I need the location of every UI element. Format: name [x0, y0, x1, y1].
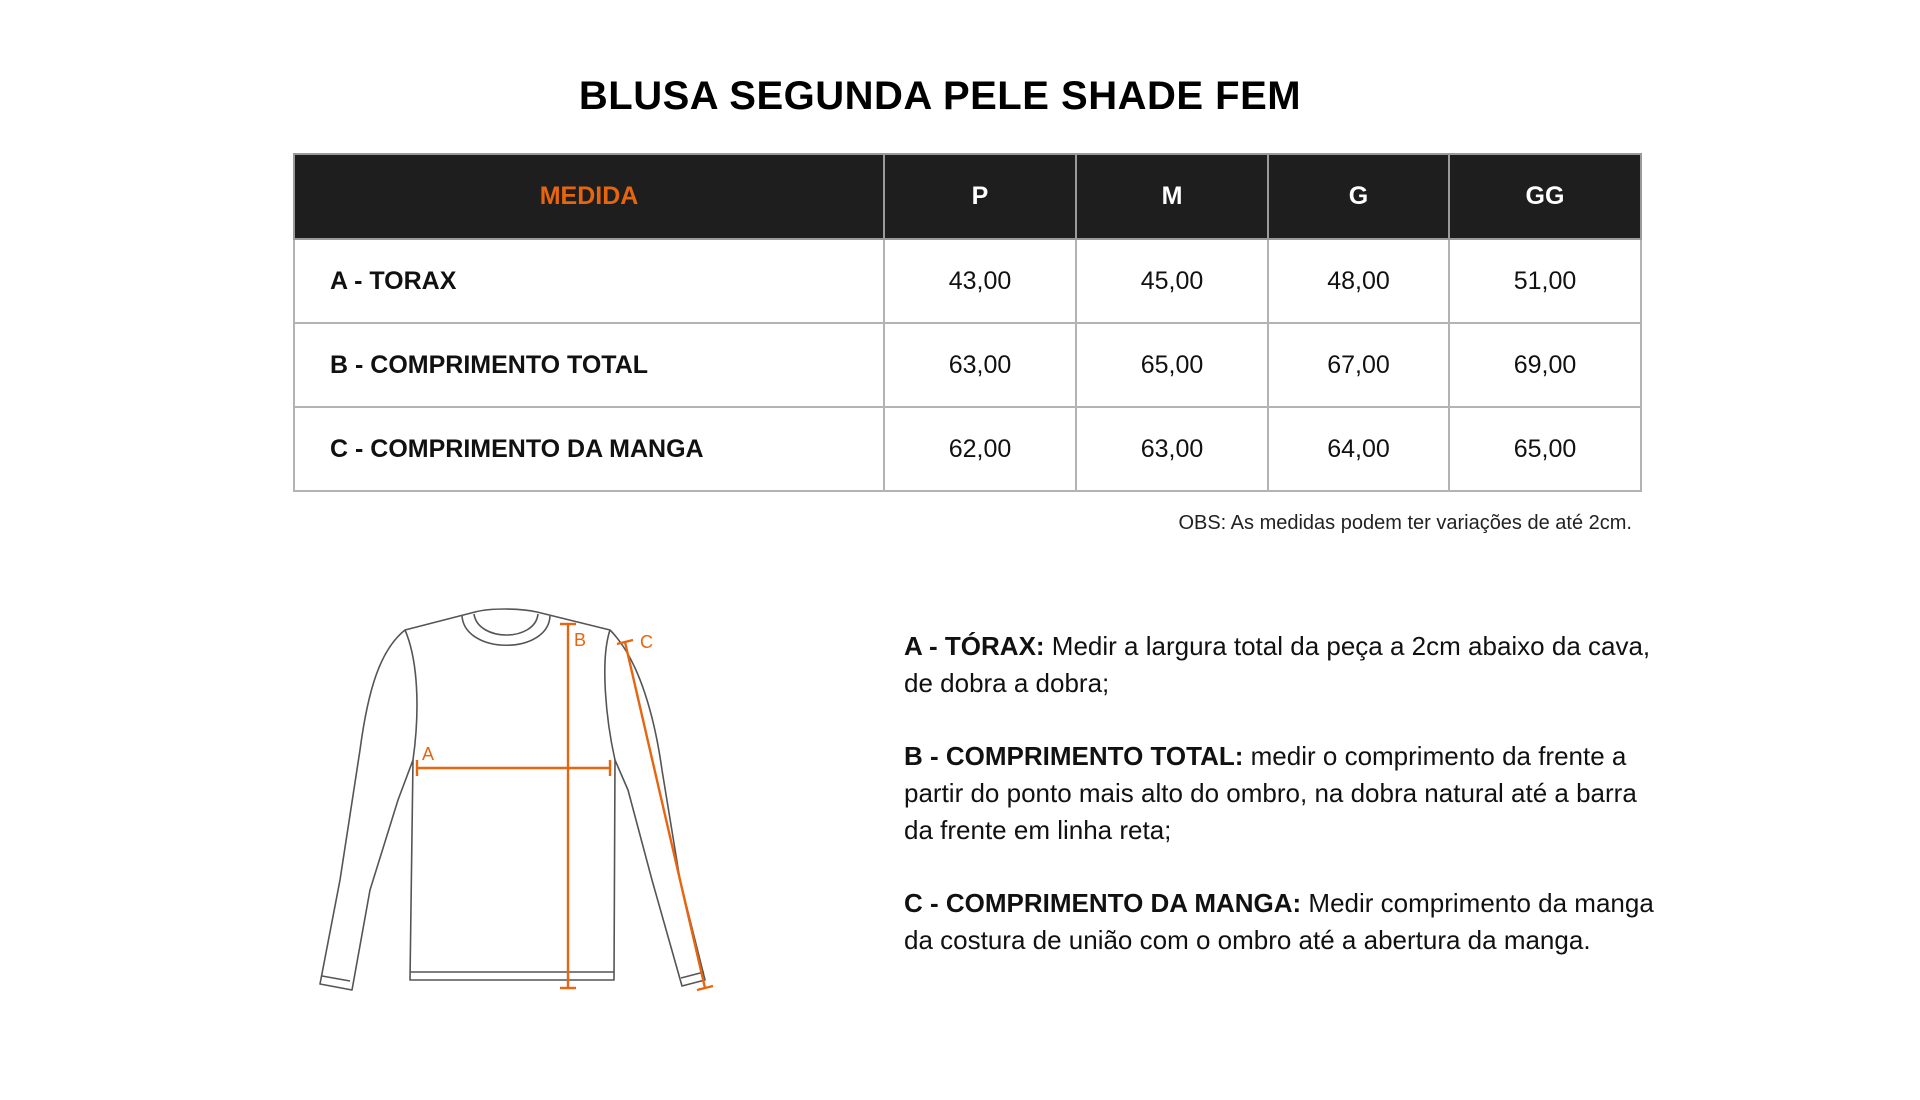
size-table — [293, 153, 1642, 492]
row-label: C - COMPRIMENTO DA MANGA — [294, 407, 884, 491]
description-b-text: medir o comprimento da frente a partir do ponto mais alto do ombro, na dobra natural até a barra da frente em linha reta; — [904, 741, 1637, 845]
table-row — [294, 239, 1641, 323]
table-cell: 69,00 — [1449, 323, 1641, 407]
table-row — [294, 323, 1641, 407]
label-b: B — [574, 630, 587, 650]
table-cell: 67,00 — [1268, 323, 1449, 407]
description-c-text: Medir comprimento da manga da costura de união com o ombro até a abertura da manga. — [904, 888, 1654, 955]
description-c-term: C - COMPRIMENTO DA MANGA: — [904, 888, 1302, 918]
header-size-p: P — [884, 154, 1076, 239]
table-cell: 63,00 — [1076, 407, 1268, 491]
table-cell: 64,00 — [1268, 407, 1449, 491]
table-cell: 43,00 — [884, 239, 1076, 323]
header-size-gg: GG — [1449, 154, 1641, 239]
table-cell: 63,00 — [884, 323, 1076, 407]
label-c: C — [640, 632, 653, 652]
label-a: A — [422, 744, 435, 764]
header-size-m: M — [1076, 154, 1268, 239]
description-c — [904, 885, 1664, 959]
header-medida: MEDIDA — [294, 154, 884, 239]
table-cell: 65,00 — [1449, 407, 1641, 491]
shirt-diagram — [310, 600, 720, 1000]
table-cell: 48,00 — [1268, 239, 1449, 323]
row-label: B - COMPRIMENTO TOTAL — [294, 323, 884, 407]
row-label: A - TORAX — [294, 239, 884, 323]
table-cell: 45,00 — [1076, 239, 1268, 323]
header-size-g: G — [1268, 154, 1449, 239]
description-a-term: A - TÓRAX: — [904, 631, 1045, 661]
table-cell: 65,00 — [1076, 323, 1268, 407]
table-header-row — [294, 154, 1641, 239]
measurement-descriptions — [904, 628, 1664, 995]
description-a-text: Medir a largura total da peça a 2cm abaixo da cava, de dobra a dobra; — [904, 631, 1651, 698]
description-b — [904, 738, 1664, 849]
description-b-term: B - COMPRIMENTO TOTAL: — [904, 741, 1244, 771]
page-title: BLUSA SEGUNDA PELE SHADE FEM — [578, 74, 1302, 118]
table-cell: 51,00 — [1449, 239, 1641, 323]
description-a — [904, 628, 1664, 702]
obs-note: OBS: As medidas podem ter variações de até 2cm. — [1178, 512, 1632, 534]
table-row — [294, 407, 1641, 491]
shirt-outline — [320, 609, 705, 990]
table-cell: 62,00 — [884, 407, 1076, 491]
